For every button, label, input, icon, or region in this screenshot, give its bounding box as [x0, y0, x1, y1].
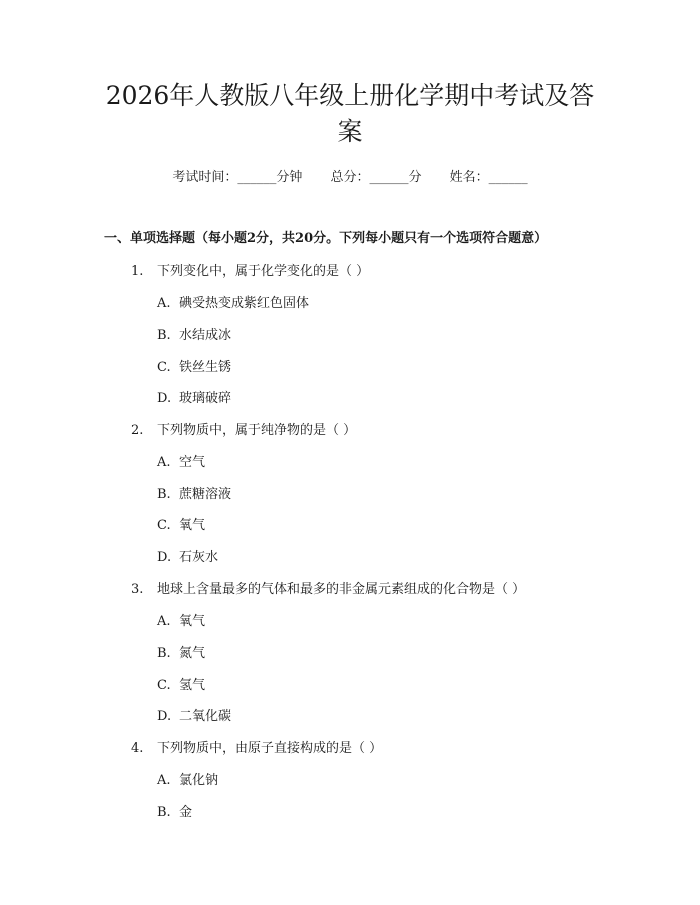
question-text: 下列物质中，属于纯净物的是（ ） — [157, 423, 357, 438]
option-item — [157, 294, 309, 314]
question-text: 下列物质中，由原子直接构成的是（ ） — [157, 741, 383, 756]
option-letter: D. — [157, 550, 172, 565]
option-letter: A. — [157, 455, 171, 470]
option-text: 氢气 — [179, 678, 206, 693]
question-number: 2. — [131, 423, 144, 438]
option-letter: C. — [157, 518, 171, 533]
exam-title-line2: 案 — [337, 117, 363, 146]
student-name-field: 姓名：______ — [449, 170, 528, 185]
option-letter: C. — [157, 678, 171, 693]
option-letter: B. — [157, 487, 171, 502]
option-item — [157, 612, 205, 632]
section-heading: 一、单项选择题（每小题2分，共20分。下列每小题只有一个选项符合题意） — [104, 231, 548, 246]
option-item — [157, 326, 231, 346]
option-letter: D. — [157, 709, 172, 724]
question-stem — [131, 739, 382, 759]
exam-time-field: 考试时间：______分钟 — [172, 170, 303, 185]
option-text: 蔗糖溶液 — [179, 487, 232, 502]
option-text: 玻璃破碎 — [179, 391, 232, 406]
option-text: 铁丝生锈 — [179, 360, 232, 375]
exam-info-line — [0, 168, 700, 188]
option-text: 空气 — [179, 455, 206, 470]
option-letter: B. — [157, 805, 171, 820]
option-item — [157, 803, 192, 823]
option-text: 金 — [179, 805, 193, 820]
option-item — [157, 389, 231, 409]
option-letter: C. — [157, 360, 171, 375]
question-number: 3. — [131, 582, 144, 597]
option-item — [157, 771, 218, 791]
question-number: 1. — [131, 264, 144, 279]
option-item — [157, 453, 205, 473]
exam-title-line1: 2026年人教版八年级上册化学期中考试及答 — [105, 81, 595, 110]
exam-title — [70, 78, 630, 150]
option-item — [157, 676, 205, 696]
option-item — [157, 644, 205, 664]
question-number: 4. — [131, 741, 144, 756]
option-letter: A. — [157, 296, 171, 311]
option-text: 碘受热变成紫红色固体 — [179, 296, 310, 311]
option-text: 二氧化碳 — [179, 709, 232, 724]
option-letter: D. — [157, 391, 172, 406]
option-item — [157, 707, 231, 727]
option-item — [157, 516, 205, 536]
question-stem — [131, 580, 525, 600]
question-stem — [131, 262, 369, 282]
option-text: 氧气 — [179, 518, 206, 533]
question-text: 地球上含量最多的气体和最多的非金属元素组成的化合物是（ ） — [157, 582, 526, 597]
option-text: 石灰水 — [179, 550, 219, 565]
option-text: 氮气 — [179, 646, 206, 661]
option-item — [157, 548, 218, 568]
option-letter: A. — [157, 614, 171, 629]
question-text: 下列变化中，属于化学变化的是（ ） — [157, 264, 370, 279]
option-item — [157, 358, 231, 378]
option-item — [157, 485, 231, 505]
option-letter: A. — [157, 773, 171, 788]
option-text: 水结成冰 — [179, 328, 232, 343]
option-letter: B. — [157, 328, 171, 343]
total-score-field: 总分：______分 — [330, 170, 422, 185]
question-stem — [131, 421, 356, 441]
option-letter: B. — [157, 646, 171, 661]
option-text: 氧气 — [179, 614, 206, 629]
option-text: 氯化钠 — [179, 773, 219, 788]
